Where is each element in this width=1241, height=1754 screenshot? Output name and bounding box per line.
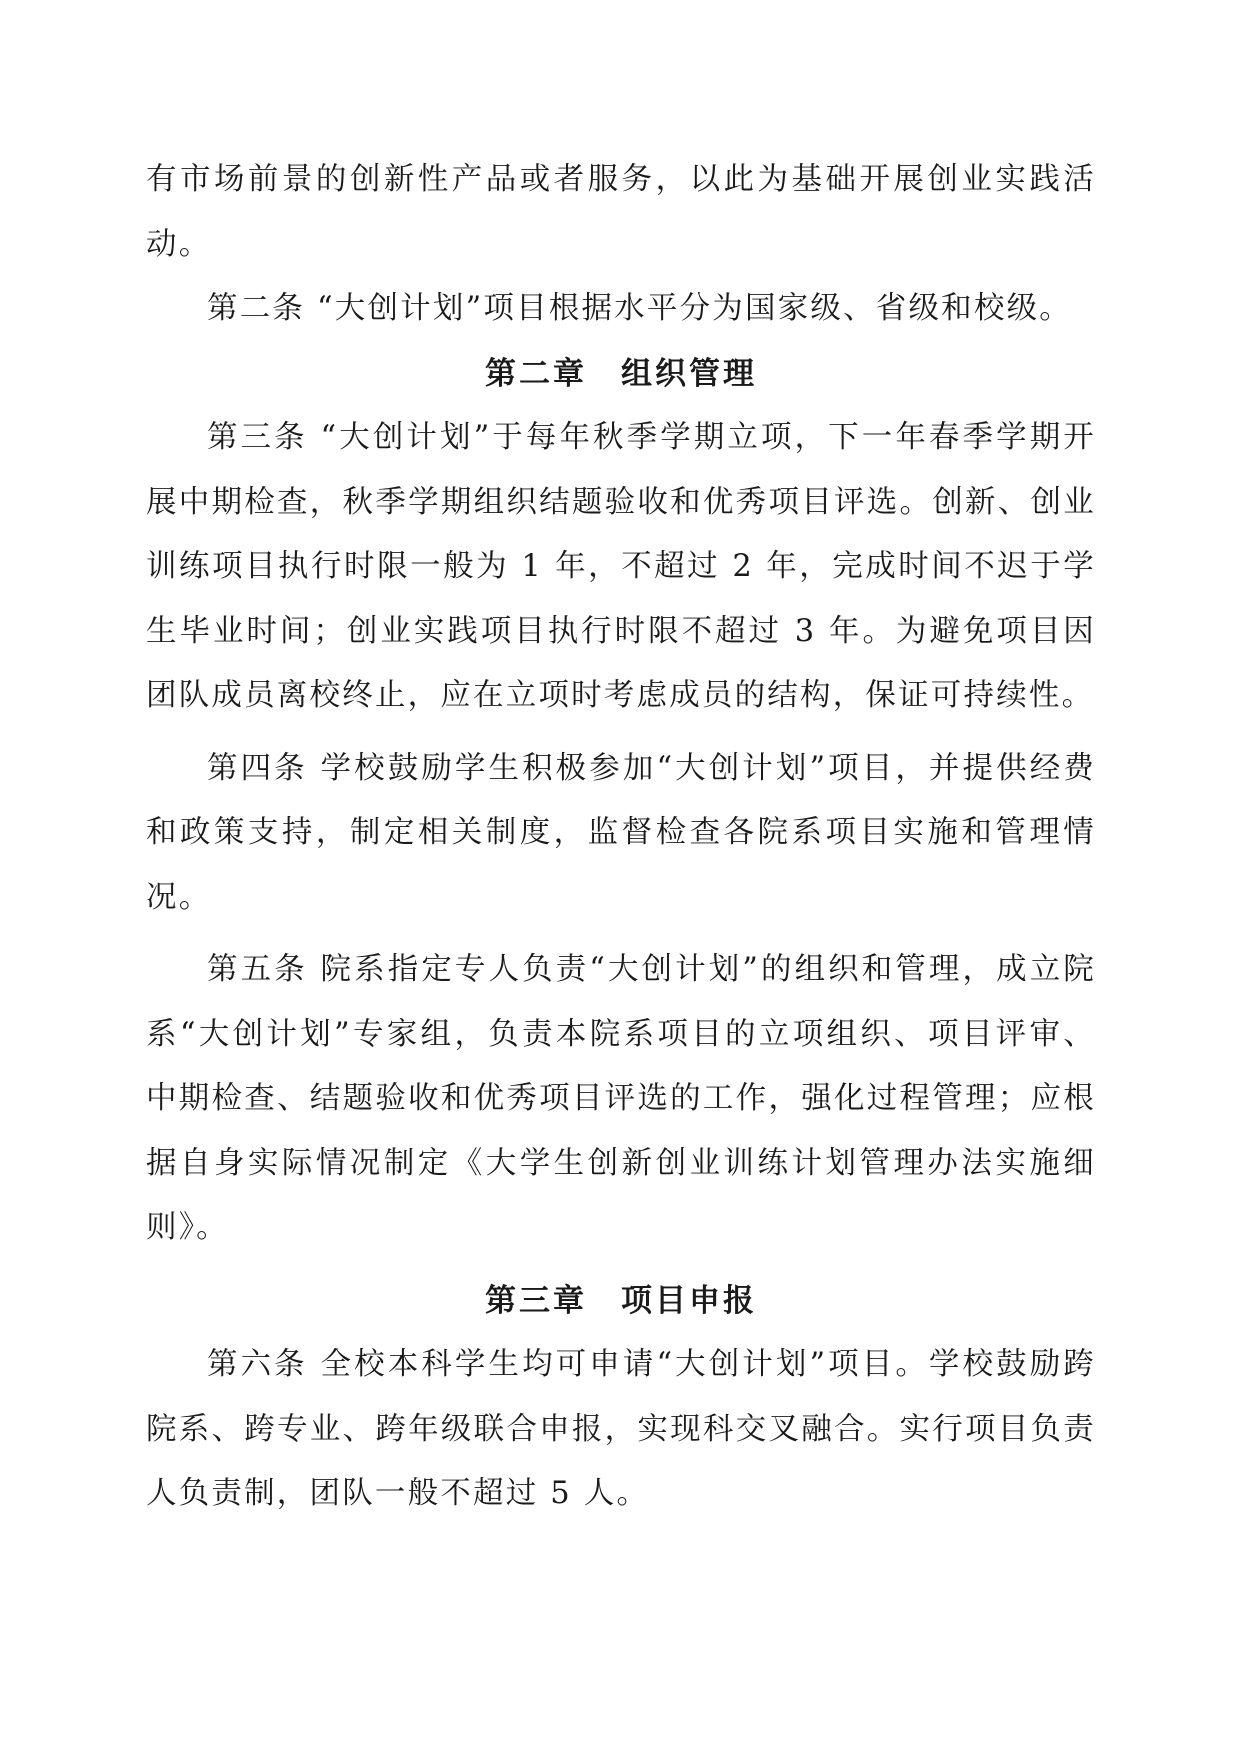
article-3: 第三条 “大创计划”于每年秋季学期立项，下一年春季学期开展中期检查，秋季学期组织结题验收和优秀项目评选。创新、创业训练项目执行时限一般为 1 年，不超过 2 年，完成时间不迟于学生毕业时间；创业实践项目执行时限不超过 3 年。为避免项目因团队成员离校终止，应在立项时考虑成员的结构，保证可持续性。	[146, 420, 1096, 713]
chapter-3-heading	[146, 1269, 1096, 1334]
chapter-2-number: 第二章	[485, 355, 587, 392]
paragraph-continuation: 有市场前景的创新性产品或者服务，以此为基础开展创业实践活动。	[146, 162, 1096, 262]
chapter-3-title: 项目申报	[621, 1282, 757, 1319]
chapter-2-heading	[146, 342, 1096, 407]
document-body	[146, 148, 1096, 1527]
article-4: 第四条 学校鼓励学生积极参加“大创计划”项目，并提供经费和政策支持，制定相关制度，监督检查各院系项目实施和管理情况。	[146, 750, 1096, 915]
chapter-2-title: 组织管理	[621, 355, 757, 392]
article-5: 第五条 院系指定专人负责“大创计划”的组织和管理，成立院系“大创计划”专家组，负责本院系项目的立项组织、项目评审、中期检查、结题验收和优秀项目评选的工作，强化过程管理；应根据自身实际情况制定《大学生创新创业训练计划管理办法实施细则》。	[146, 952, 1096, 1245]
article-2: 第二条 “大创计划”项目根据水平分为国家级、省级和校级。	[207, 291, 1072, 326]
article-6: 第六条 全校本科学生均可申请“大创计划”项目。学校鼓励跨院系、跨专业、跨年级联合申报，实现科交叉融合。实行项目负责人负责制，团队一般不超过 5 人。	[146, 1347, 1096, 1511]
chapter-3-number: 第三章	[485, 1282, 587, 1319]
